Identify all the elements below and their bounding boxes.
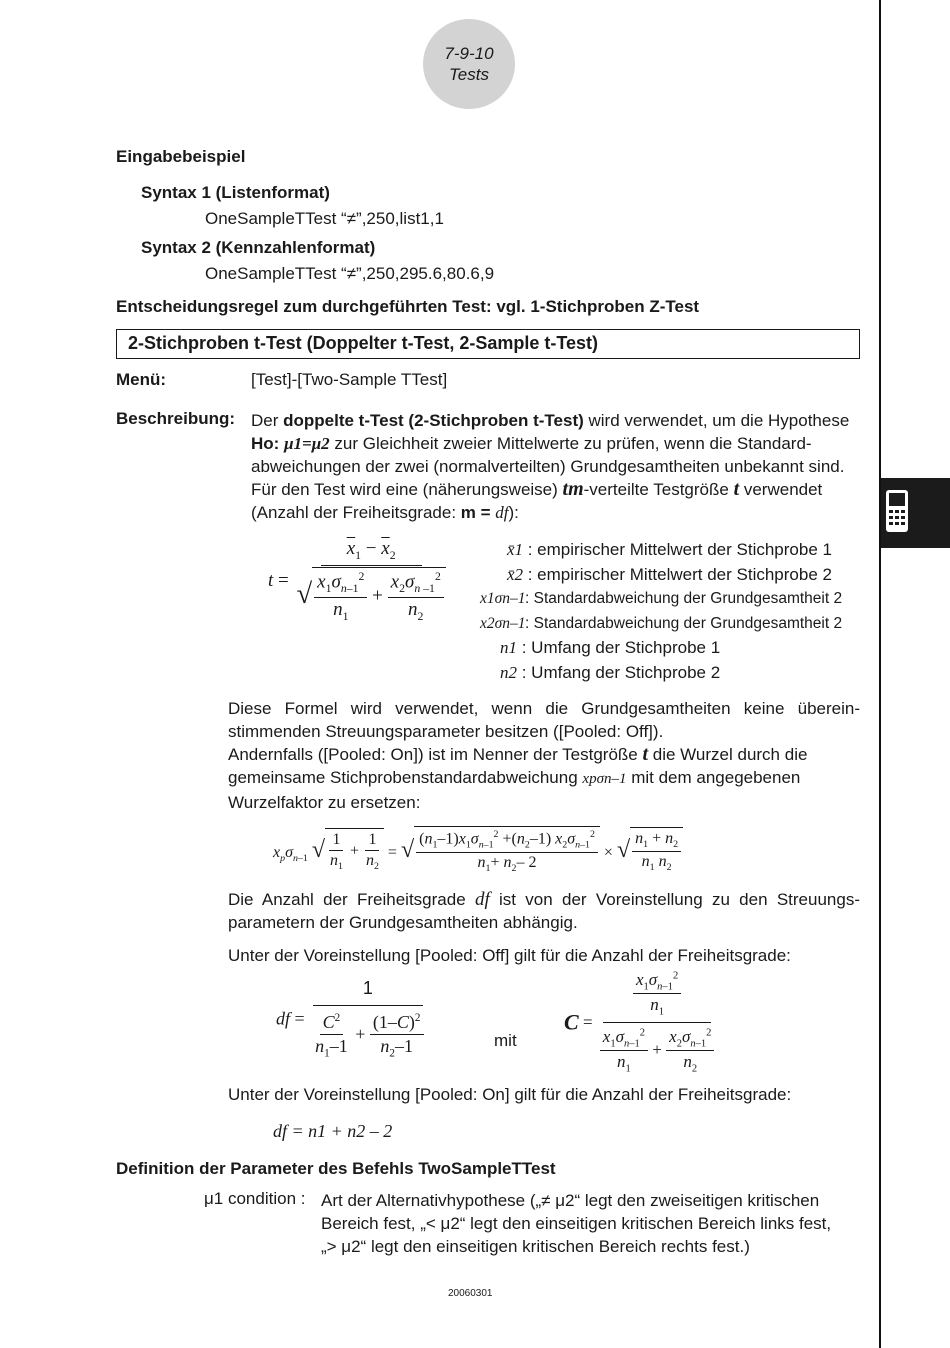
- desc-line4-post: -verteilte Testgröße: [583, 480, 734, 499]
- para1-line2: stimmenden Streuungsparameter besitzen ([Pooled: Off]).: [228, 722, 664, 741]
- desc-line4-end: verwendet: [739, 480, 823, 499]
- desc-line1-post: wird verwendet, um die Hypothese: [583, 411, 850, 430]
- desc-line3: abweichungen der zwei (normalverteilten) Grundgesamtheiten unbekannt sind.: [251, 457, 845, 476]
- page-number: 7-9-10: [444, 44, 494, 63]
- desc-line1-pre: Der: [251, 411, 284, 430]
- syntax1-code: OneSampleTTest “≠”,250,list1,1: [205, 209, 444, 228]
- desc-tm: tm: [562, 478, 584, 500]
- desc-line5-end: ):: [508, 503, 519, 522]
- para2-line1-post: ist von der Voreinstellung zu den Streuungs-: [499, 890, 860, 909]
- description-label: Beschreibung:: [116, 409, 236, 428]
- legend-item: x̄1 : empirischer Mittelwert der Stichprobe 1: [506, 540, 832, 559]
- formula-df-off: df = 1 $\frac{C^2}{n_1-1}$ + $\frac{(1-C)^2}{n_2-1}$: [276, 978, 427, 1060]
- param-line3: „> μ2“ legt den einseitigen kritischen Bereich rechts fest.): [321, 1237, 750, 1256]
- pooled-off-text: Unter der Voreinstellung [Pooled: Off] gilt für die Anzahl der Freiheitsgrade:: [228, 946, 791, 965]
- side-tab: [881, 478, 950, 548]
- para1-line3-pre: Andernfalls ([Pooled: On]) ist im Nenner der Testgröße: [228, 745, 643, 764]
- param-label: μ1 condition :: [204, 1189, 306, 1208]
- menu-value: [Test]-[Two-Sample TTest]: [251, 370, 448, 389]
- syntax2-label: Syntax 2 (Kennzahlenformat): [141, 238, 376, 257]
- paragraph-pooled: [228, 697, 860, 814]
- para1-sym: xpσn–1: [582, 771, 627, 787]
- description-text: [251, 409, 849, 524]
- desc-h0: Ho:: [251, 434, 280, 453]
- para1-line1: Diese Formel wird verwendet, wenn die Grundgesamtheiten keine überein-: [228, 699, 860, 718]
- desc-df: df: [495, 503, 509, 522]
- legend: [480, 538, 842, 686]
- legend-item: n1 : Umfang der Stichprobe 1: [500, 638, 721, 658]
- param-description: [321, 1189, 831, 1258]
- legend-item: x2σn–1: Standardabweichung der Grundgesamtheit 2: [480, 614, 843, 632]
- menu-label: Menü:: [116, 370, 167, 389]
- desc-hypothesis: μ1=μ2: [284, 434, 330, 453]
- footer-code: 20060301: [448, 1288, 493, 1299]
- syntax2-code: OneSampleTTest “≠”,250,295.6,80.6,9: [205, 264, 495, 283]
- para2-df: df: [474, 889, 490, 910]
- param-line2: Bereich fest, „< μ2“ legt den einseitigen kritischen Bereich links fest,: [321, 1214, 832, 1233]
- para2-line1-pre: Die Anzahl der Freiheitsgrade: [228, 890, 475, 909]
- page-section: Tests: [448, 65, 489, 84]
- legend-item: x1σn–1: Standardabweichung der Grundgesamtheit 2: [480, 590, 843, 608]
- params-heading: Definition der Parameter des Befehls TwoSampleTTest: [116, 1159, 556, 1178]
- legend-item: x̄2 : empirischer Mittelwert der Stichprobe 2: [506, 564, 832, 584]
- desc-m: m =: [460, 503, 496, 522]
- desc-line2-post: zur Gleichheit zweier Mittelwerte zu prüfen, wenn die Standard-: [329, 434, 812, 453]
- desc-line4-pre: Für den Test wird eine (näherungsweise): [251, 480, 563, 499]
- formula-pooled-sd: $x_p\sigma_{n-1}$ √ $\frac{1}{n_1}$ + $\frac{1}{n_2}$ = √ $\frac{(n_1-1)x_1\sigma_{n-1}^2 +(n_2-1) x_2\sigma_{n-1}^2}{n_1+ n_2- 2}$ × √ $\frac{n_1 + n_2}{n_1 n_2}$: [273, 826, 683, 874]
- calculator-icon: [881, 478, 950, 548]
- formula-c: C = $\frac{x_1\sigma_{n-1}^2}{n_1}$ $\frac{x_1\sigma_{n-1}^2}{n_1}$ + $\frac{x_2\sigma_{n-1}^2}{n_2}$: [564, 970, 717, 1075]
- right-margin-rule: [879, 0, 881, 1348]
- desc-line5-pre: (Anzahl der Freiheitsgrade:: [251, 503, 461, 522]
- para1-t: t: [642, 743, 649, 765]
- formula-df-on: df = n1 + n2 – 2: [273, 1121, 393, 1141]
- mit-label: mit: [494, 1031, 517, 1050]
- formula-t: t = $\overline{x}_1 - \overline{x}_2$ √ $\frac{x_1\sigma_{n-1}^2}{n_1}$ + $\frac{x_2\sigma_{n -1}^2}{n_2}$: [268, 538, 449, 624]
- para1-line3-post: die Wurzel durch die: [648, 745, 808, 764]
- paragraph-df: [228, 888, 860, 934]
- page-badge: [423, 19, 515, 109]
- param-line1: Art der Alternativhypothese („≠ μ2“ legt den zweiseitigen kritischen: [321, 1191, 820, 1210]
- section-title: 2-Stichproben t-Test (Doppelter t-Test, 2-Sample t-Test): [128, 333, 599, 353]
- para1-line4-post: mit dem angegebenen: [626, 768, 801, 787]
- para1-line5: Wurzelfaktor zu ersetzen:: [228, 793, 421, 812]
- para2-line2: parametern der Grundgesamtheiten abhängig.: [228, 913, 578, 932]
- legend-item: n2 : Umfang der Stichprobe 2: [500, 662, 721, 682]
- example-heading: Eingabebeispiel: [116, 147, 246, 166]
- desc-t: t: [733, 478, 740, 500]
- syntax1-label: Syntax 1 (Listenformat): [141, 183, 330, 202]
- pooled-on-text: Unter der Voreinstellung [Pooled: On] gilt für die Anzahl der Freiheitsgrade:: [228, 1085, 792, 1104]
- decision-rule: Entscheidungsregel zum durchgeführten Test: vgl. 1-Stichproben Z-Test: [116, 297, 700, 316]
- para1-line4-pre: gemeinsame Stichprobenstandardabweichung: [228, 768, 583, 787]
- desc-line1-bold: doppelte t-Test (2-Stichproben t-Test): [283, 411, 584, 430]
